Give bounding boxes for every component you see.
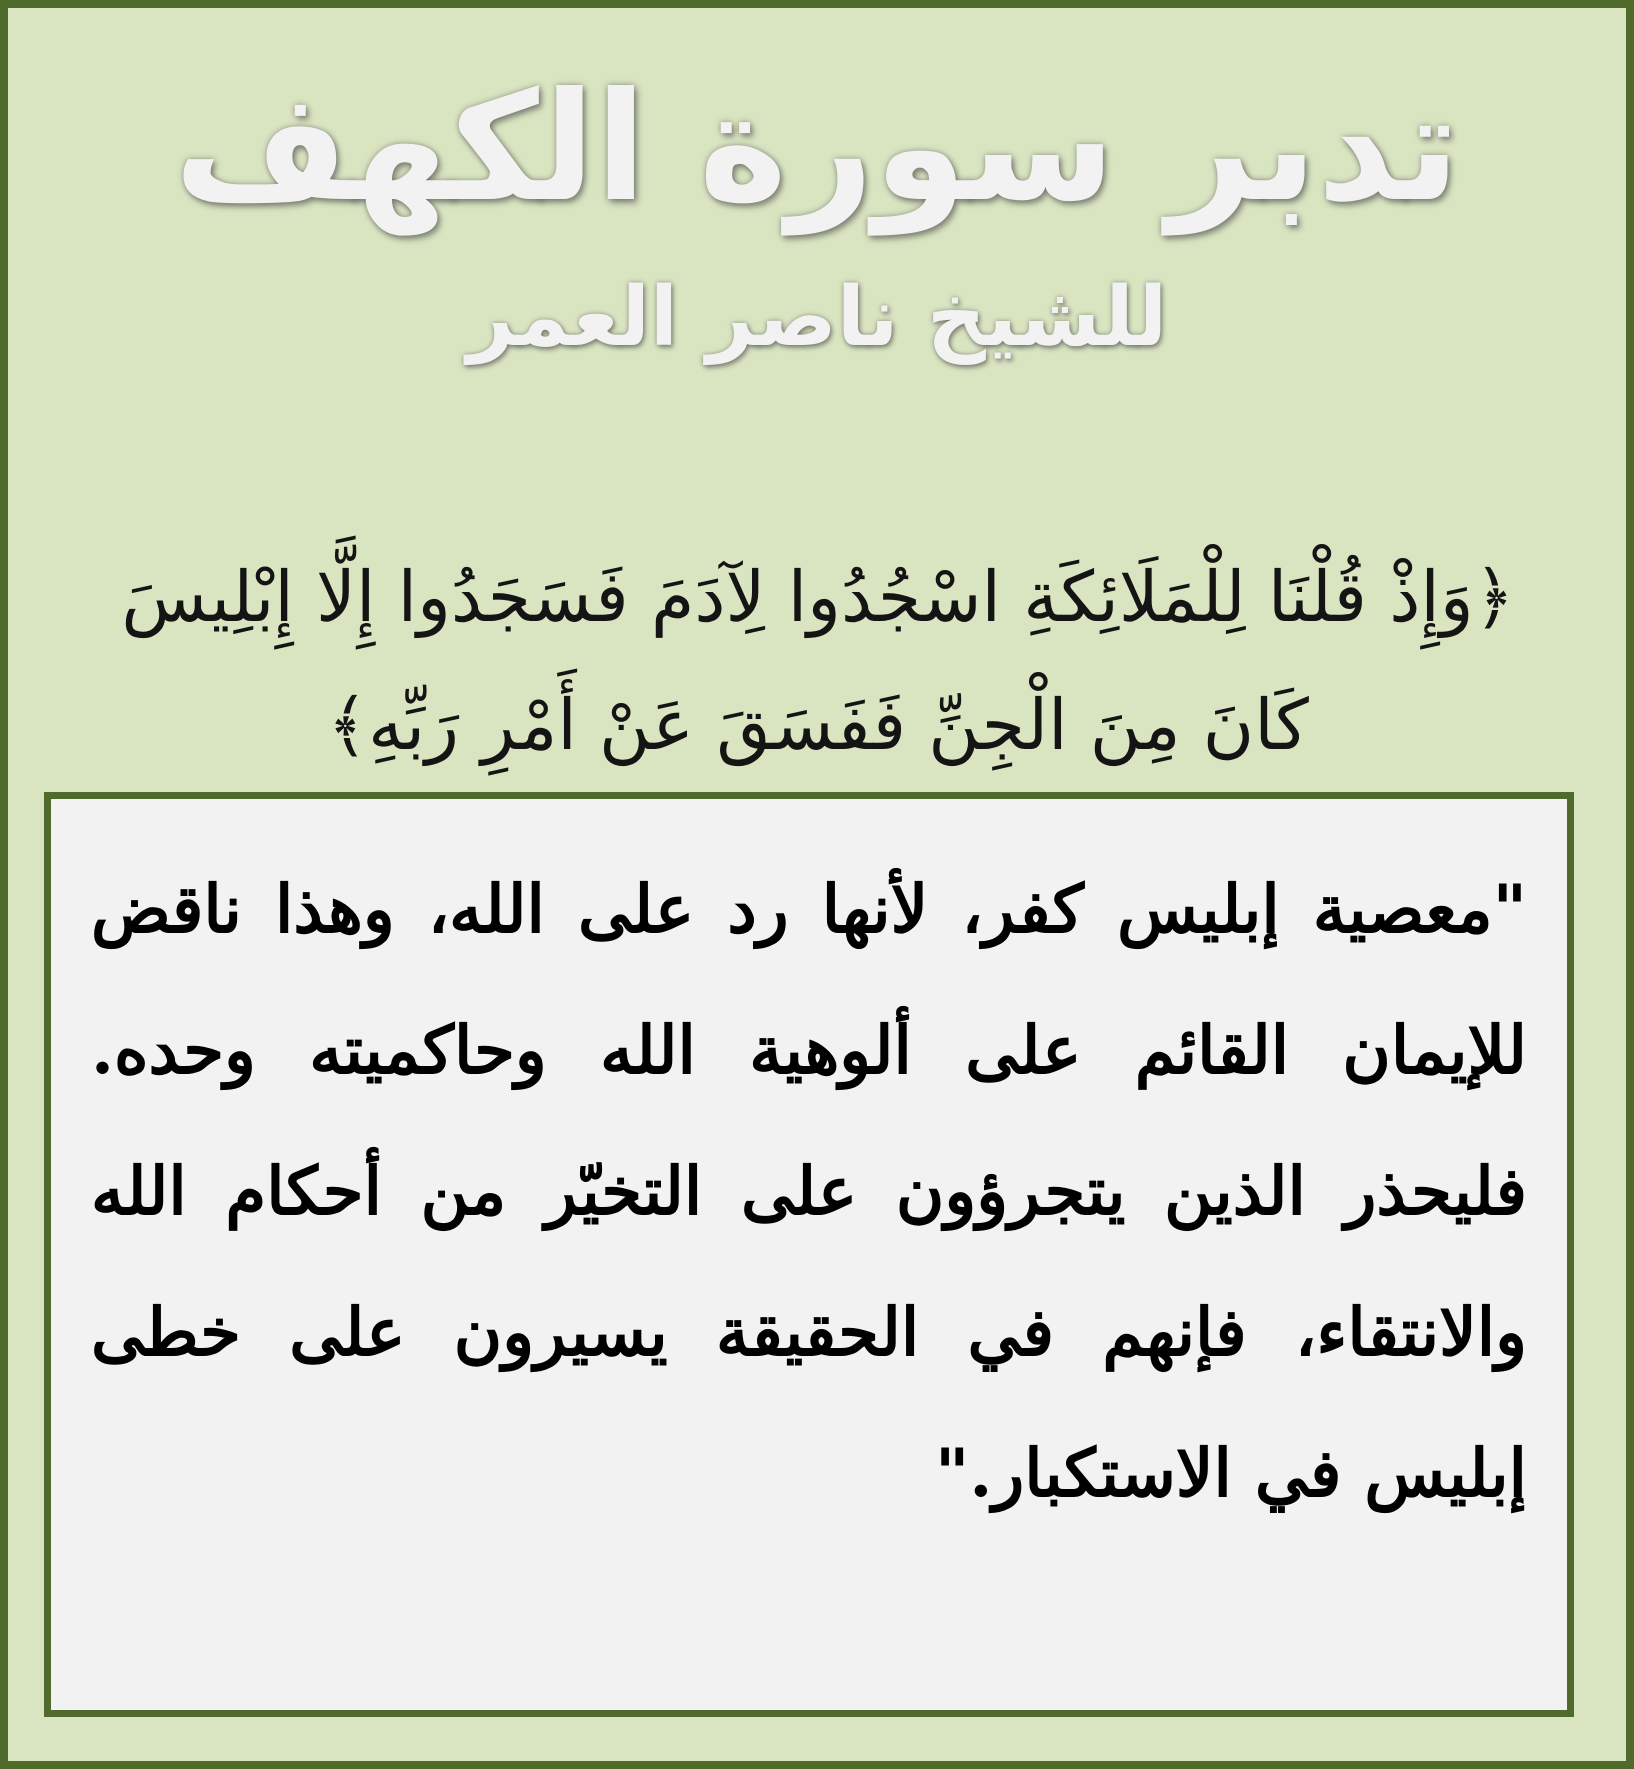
page-subtitle: للشيخ ناصر العمر: [466, 270, 1168, 365]
page-title: تدبر سورة الكهف: [173, 61, 1461, 235]
quote-box: [44, 792, 1574, 1717]
quran-verse: ﴿وَإِذْ قُلْنَا لِلْمَلَائِكَةِ اسْجُدُوا لِآدَمَ فَسَجَدُوا إِلَّا إِبْلِيسَ كَانَ مِنَ الْجِنِّ فَفَسَقَ عَنْ أَمْرِ رَبِّهِ﴾: [121, 556, 1515, 766]
quote-text: "معصية إبليس كفر، لأنها رد على الله، وهذا ناقض للإيمان القائم على ألوهية الله وحاكميته وحده. فليحذر الذين يتجرؤون على التخيّر من أحكام الله والانتقاء، فإنهم في الحقيقة يسيرون على خطى إبليس في الاستكبار.": [91, 870, 1527, 1512]
